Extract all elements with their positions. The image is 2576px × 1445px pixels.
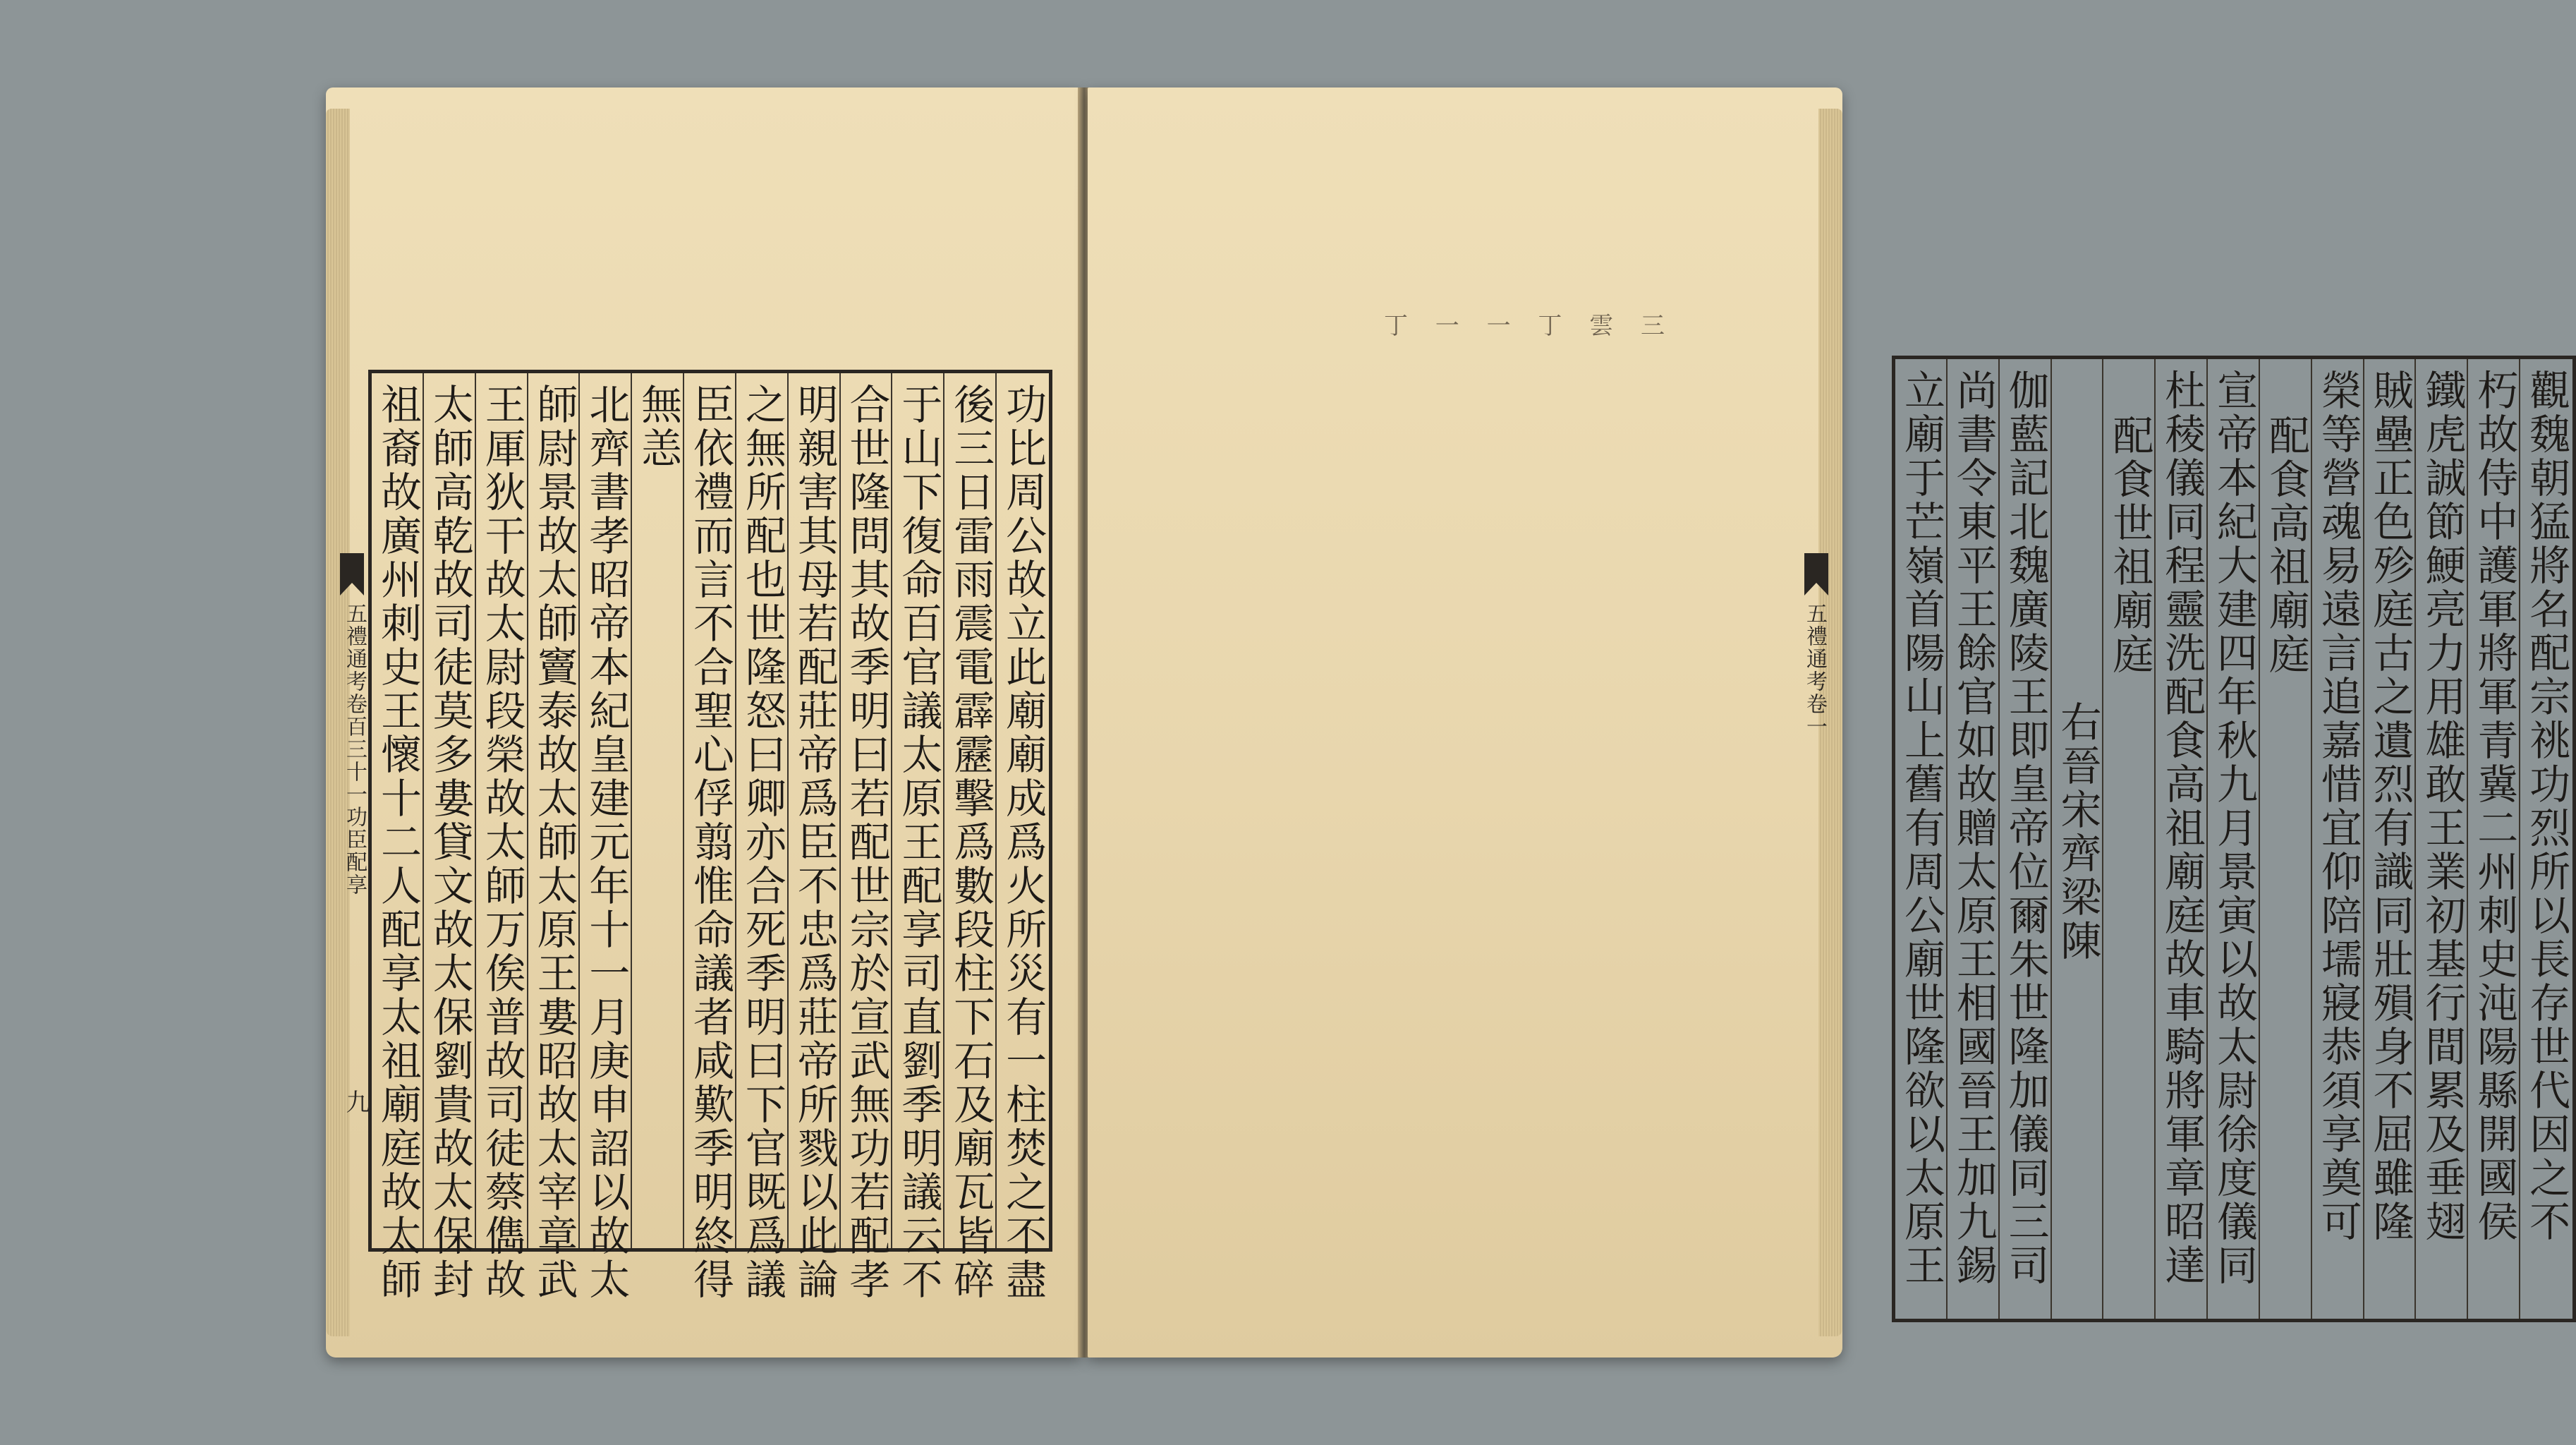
right-page	[1088, 87, 2571, 1358]
text-column: 鐵虎誠節鯁亮力用雄敢王業初基行間累及垂翅	[2418, 369, 2467, 1244]
fishtail-mark	[340, 553, 364, 595]
text-column: 觀魏朝猛將名配宗祧功烈所以長存世代因之不	[2522, 369, 2571, 1244]
text-column: 合世隆問其故季明曰若配世宗於宣武無功若配孝	[842, 383, 891, 1302]
text-column: 右晉宋齊梁陳	[2053, 701, 2102, 963]
text-column: 伽藍記北魏廣陵王即皇帝位爾朱世隆加儀同三司	[2001, 369, 2050, 1288]
page-number: 九	[341, 1089, 370, 1113]
text-column: 之無所配也世隆怒曰卿亦合死季明曰下官既爲議	[738, 383, 786, 1302]
right-text-frame	[1892, 356, 2576, 1322]
text-column: 王厙狄干故太尉段榮故太師万俟普故司徒蔡儁故	[478, 383, 526, 1302]
text-column: 杜稜儀同程靈洗配食高祖廟庭故車騎將軍章昭達	[2158, 369, 2206, 1288]
text-column: 配食高祖廟庭	[2261, 414, 2310, 677]
faded-stamp-text: 丁 一 一 丁 雲 三	[1384, 312, 1675, 340]
fishtail-mark	[1804, 553, 1828, 595]
text-column: 朽故侍中護軍將軍青冀二州刺史沌陽縣開國侯	[2470, 369, 2519, 1244]
text-column: 功比周公故立此廟廟成爲火所災有一柱焚之不盡	[999, 383, 1047, 1302]
text-column: 祖裔故廣州刺史王懷十二人配享太祖廟庭故太師	[373, 383, 422, 1302]
text-column: 宣帝本紀大建四年秋九月景寅以故太尉徐度儀同	[2210, 369, 2258, 1288]
right-margin-label: 五禮通考卷一	[1802, 603, 1827, 738]
text-column: 立廟于芒嶺首陽山上舊有周公廟世隆欲以太原王	[1897, 369, 1945, 1288]
text-column: 後三日雷雨震電霹靂擊爲數段柱下石及廟瓦皆碎	[947, 383, 995, 1302]
left-page	[326, 87, 1081, 1358]
text-column: 于山下復命百官議太原王配享司直劉季明議云不	[894, 383, 943, 1302]
text-column: 北齊書孝昭帝本紀皇建元年十一月庚申詔以故太	[582, 383, 631, 1302]
left-text-frame	[368, 370, 1052, 1302]
text-column: 臣依禮而言不合聖心俘翦惟命議者咸歎季明終得	[686, 383, 734, 1302]
text-column: 無恙	[634, 383, 683, 471]
text-column: 配食世祖廟庭	[2106, 414, 2154, 677]
text-column: 尚書令東平王餘官如故贈太原王相國晉王加九錫	[1949, 369, 1998, 1288]
left-margin-label: 五禮通考卷百三十一功臣配享	[342, 603, 367, 896]
text-column: 賊壘正色殄庭古之遺烈有識同壯殞身不屈雖隆	[2366, 369, 2414, 1244]
text-column: 師尉景故太師竇泰故太師太原王婁昭故太宰章武	[530, 383, 578, 1302]
open-book	[326, 87, 2571, 1358]
text-column: 榮等營魂易遠言追嘉惜宜仰陪壖寢恭須享奠可	[2314, 369, 2362, 1244]
text-column: 明親害其母若配莊帝爲臣不忠爲莊帝所戮以此論	[790, 383, 839, 1302]
text-column: 太師高乾故司徒莫多婁貸文故太保劉貴故太保封	[425, 383, 474, 1302]
